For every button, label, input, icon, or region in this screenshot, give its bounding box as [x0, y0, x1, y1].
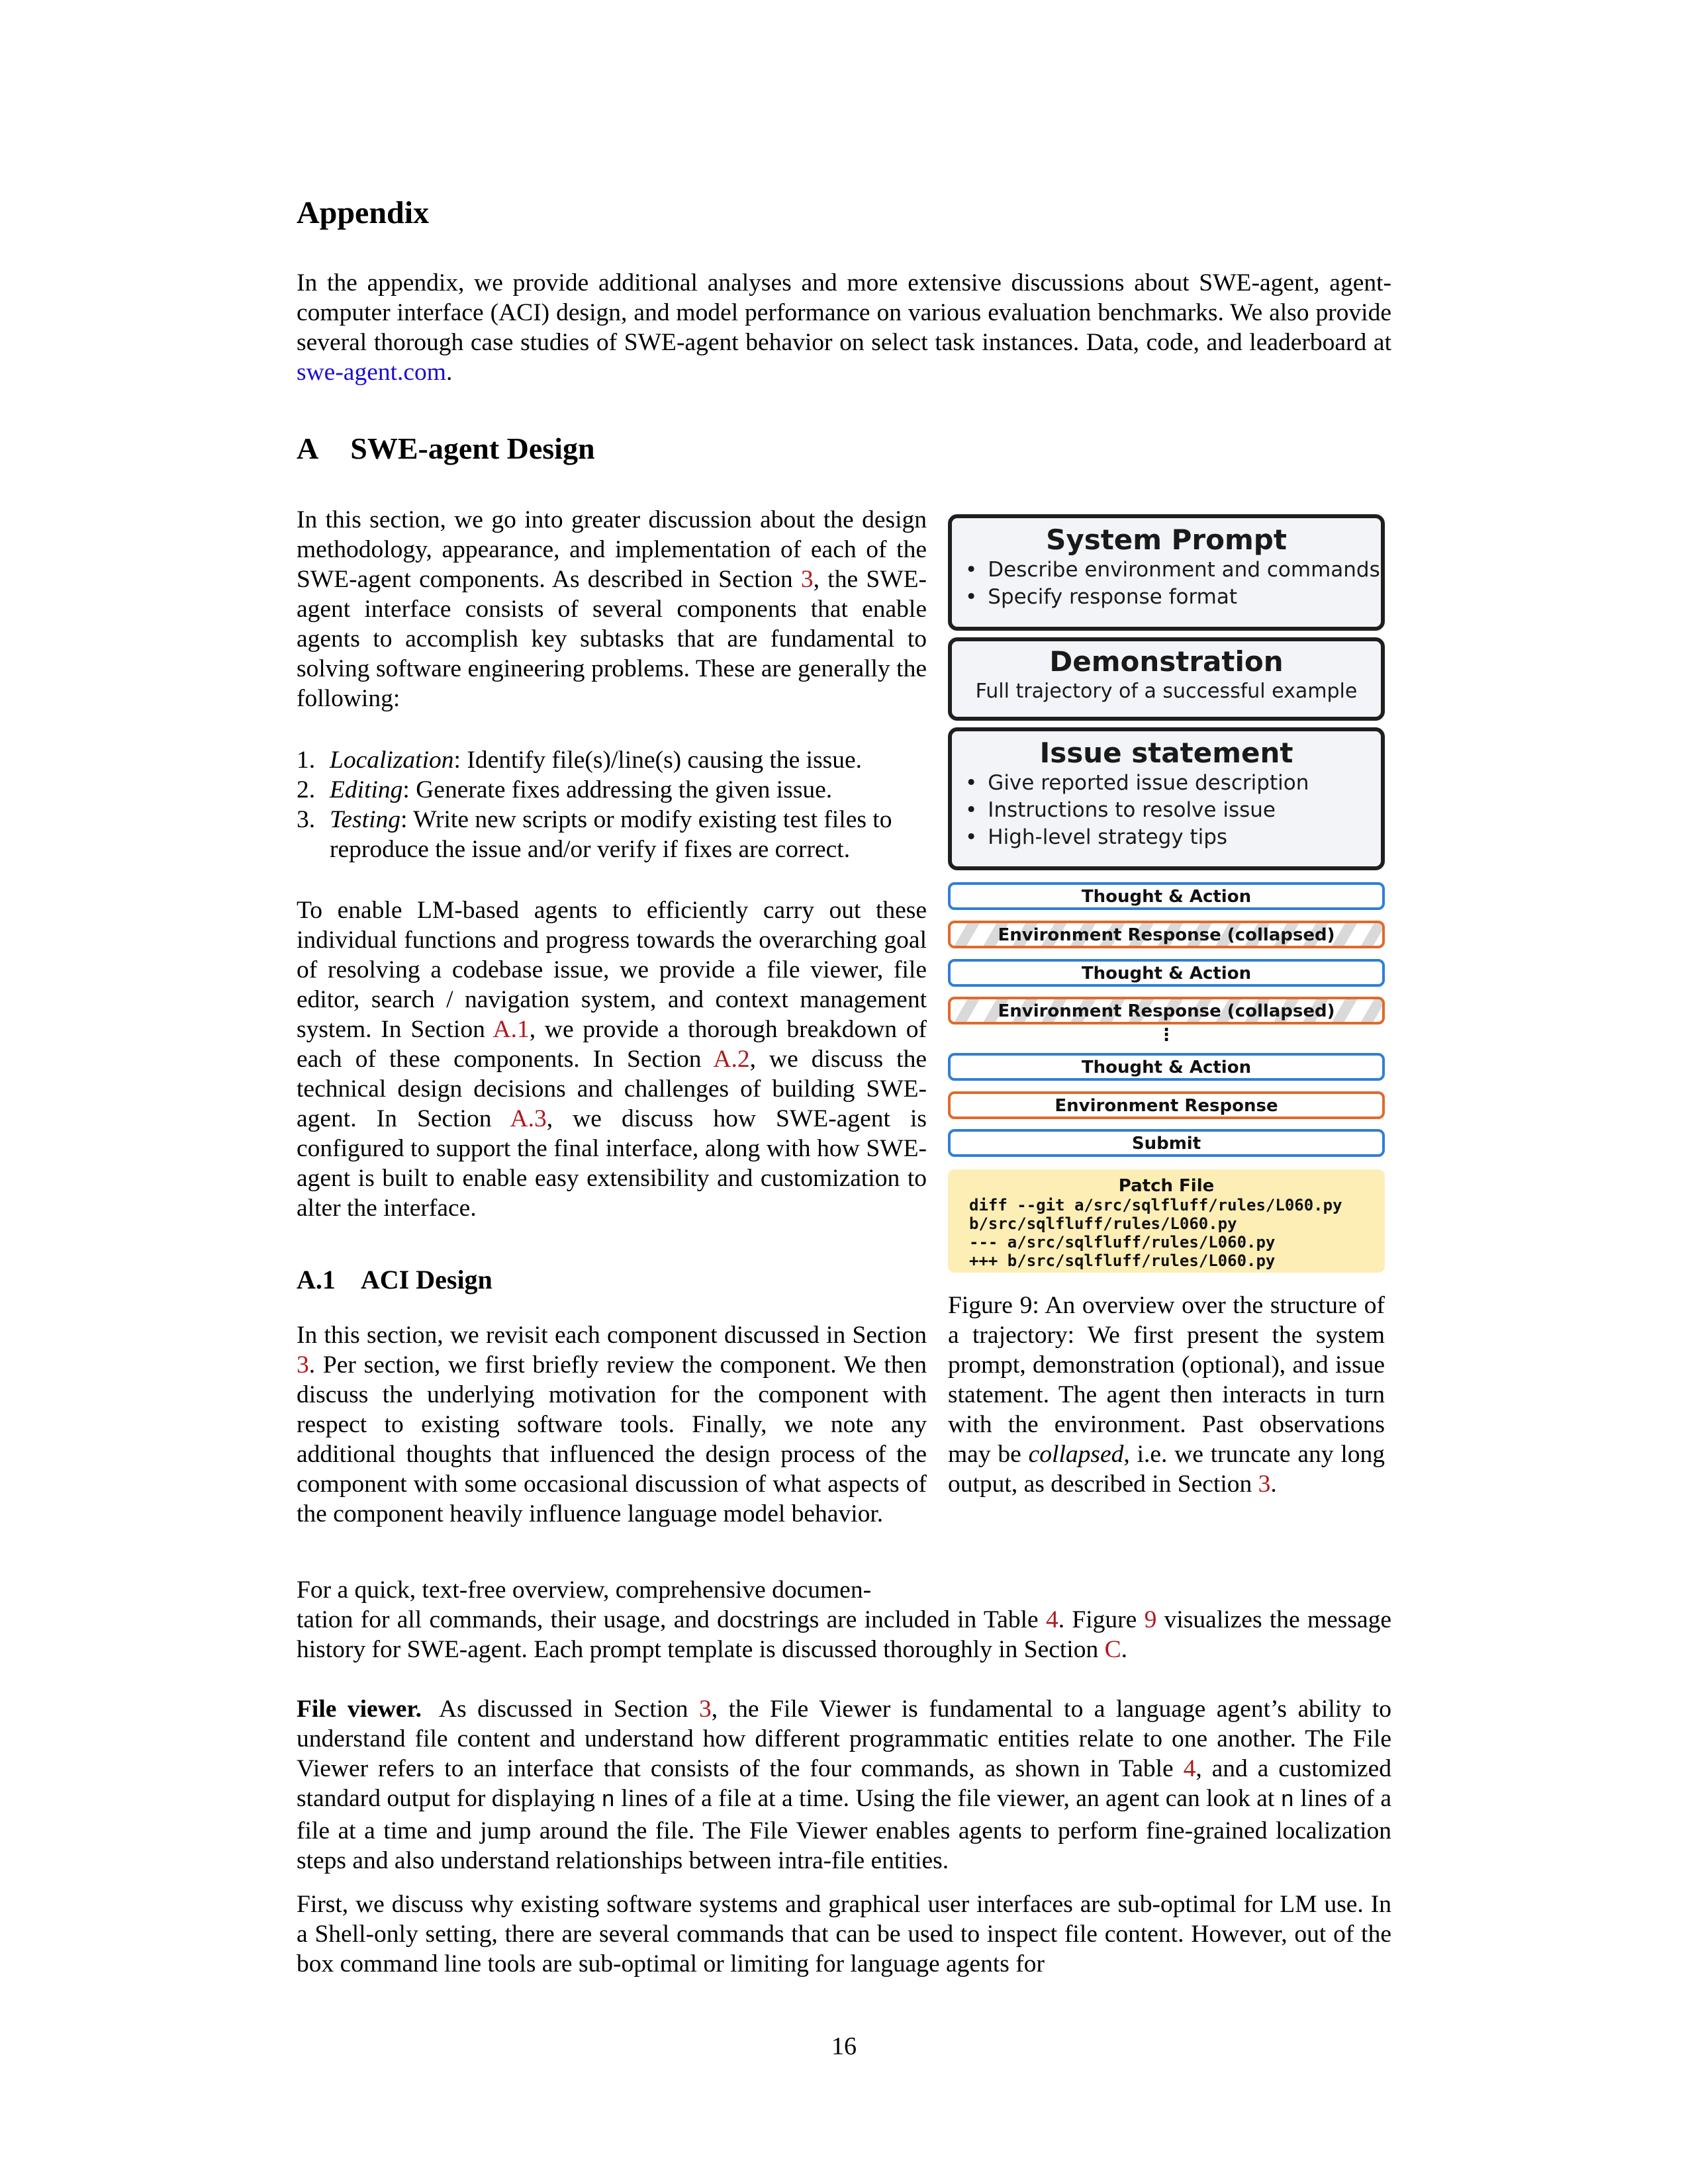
section-a1-heading [297, 1264, 492, 1295]
section-3-ref[interactable]: 3 [699, 1696, 712, 1723]
section-a1-number: A.1 [297, 1265, 336, 1295]
page-number: 16 [831, 2032, 857, 2060]
section-a1-para2-text3: visualizes the message history for SWE-agent. Each prompt template is discussed thoroughly in Section [297, 1606, 1391, 1663]
caption-emphasis: collapsed [1028, 1441, 1124, 1468]
file-viewer-text5: lines of a file at a time and jump around the file. The File Viewer enables agents to perform fine-grained localization steps and also understand relationships between intra-file entities. [297, 1785, 1391, 1874]
section-a1-para1-text2: . Per section, we first briefly review the component. We then discuss the underlying motivation for the component with respect to existing software tools. Finally, we note any additional thoughts that influenced the design process of the component with some occasional discussion of what aspects of the component heavily influence language model behavior. [297, 1351, 927, 1527]
section-a1-para1-text: In this section, we revisit each component discussed in Section [297, 1322, 927, 1349]
inline-code: n [601, 1788, 615, 1813]
env-response-step: Environment Response [948, 1091, 1385, 1119]
env-response-collapsed-step: Environment Response (collapsed) [948, 921, 1385, 948]
patch-line: --- a/src/sqlfluff/rules/L060.py [969, 1233, 1276, 1251]
section-a-para2-text: To enable LM-based agents to efficiently carry out these individual functions and progress towards the overarching goal of resolving a codebase issue, we provide a file viewer, file editor, search / navigation system, and context management system. In Section [297, 897, 927, 1043]
ellipsis-icon: ⋮ [1158, 1025, 1175, 1045]
section-a3-ref[interactable]: A.3 [510, 1105, 547, 1132]
section-a-para1-text: In this section, we go into greater discussion about the design methodology, appearance, and implementation of each of the SWE-agent components. As described in Section [297, 506, 927, 593]
patch-line: +++ b/src/sqlfluff/rules/L060.py [969, 1251, 1276, 1270]
list-item [297, 745, 932, 775]
section-a1-title: ACI Design [360, 1265, 492, 1295]
issue-statement-box [948, 727, 1385, 870]
inline-code: n [1280, 1788, 1295, 1813]
list-item: • High-level strategy tips [965, 824, 1381, 851]
section-a1-para1 [297, 1320, 927, 1529]
patch-line: b/src/sqlfluff/rules/L060.py [969, 1214, 1237, 1233]
file-viewer-text: As discussed in Section [439, 1696, 700, 1723]
list-text: : Identify file(s)/line(s) causing the issue. [453, 747, 863, 774]
swe-agent-link[interactable]: swe-agent.com [297, 359, 446, 386]
demonstration-title: Demonstration [1049, 645, 1284, 678]
appendix-intro [297, 268, 1391, 387]
section-a1-para2-line1: For a quick, text-free overview, comprehensive documen- [297, 1576, 872, 1604]
thought-action-step: Thought & Action [948, 1053, 1385, 1081]
list-number: 3. [297, 806, 316, 833]
list-item: • Give reported issue description [965, 770, 1381, 797]
list-text: : Write new scripts or modify existing test files to reproduce the issue and/or verify if fixes are correct. [330, 806, 892, 863]
thought-action-step: Thought & Action [948, 882, 1385, 910]
list-term: Localization [330, 747, 454, 774]
file-viewer-para [297, 1694, 1391, 1876]
caption-text: Figure 9: An overview over the structure of a trajectory: We first present the system prompt, demonstration (optional), and issue statement. The agent then interacts in turn with the environment. Past observations may be [948, 1292, 1385, 1468]
section-a-title: SWE-agent Design [350, 432, 595, 465]
section-a1-para2-text2: . Figure [1058, 1606, 1145, 1633]
list-item [297, 805, 932, 864]
list-item: • Instructions to resolve issue [965, 797, 1381, 824]
list-item: • Describe environment and commands [965, 557, 1381, 584]
section-3-ref[interactable]: 3 [800, 566, 814, 593]
section-a1-ref[interactable]: A.1 [492, 1016, 530, 1043]
section-3-ref[interactable]: 3 [1258, 1471, 1271, 1498]
caption-text3: . [1270, 1471, 1277, 1498]
system-prompt-title: System Prompt [1046, 523, 1287, 556]
section-a1-para2-text4: . [1121, 1636, 1127, 1663]
appendix-intro-text: In the appendix, we provide additional analyses and more extensive discussions about SWE-agent, agent-computer interface (ACI) design, and model performance on various evaluation benchmarks. We also provide several thorough case studies of SWE-agent behavior on select task instances. Data, code, and leaderboard at [297, 269, 1391, 356]
section-3-ref[interactable]: 3 [297, 1351, 309, 1379]
section-a-number: A [297, 432, 319, 465]
figure-9-caption [948, 1291, 1385, 1499]
file-viewer-para2: First, we discuss why existing software systems and graphical user interfaces are sub-optimal for LM use. In a Shell-only setting, there are several commands that can be used to inspect file content. However, out of the box command line tools are sub-optimal or limiting for language agents for [297, 1891, 1391, 1978]
section-a-para2-text3: , we discuss the technical design decisions and challenges of building SWE-agent. In Section [297, 1046, 927, 1132]
demonstration-subtitle: Full trajectory of a successful example [975, 680, 1358, 703]
section-a1-para2 [297, 1605, 1391, 1664]
env-response-collapsed-step: Environment Response (collapsed) [948, 997, 1385, 1024]
figure-9-ref[interactable]: 9 [1144, 1606, 1157, 1633]
file-viewer-text3: , and a customized standard output for displaying [297, 1755, 1392, 1812]
section-a-para1-text2: , the SWE-agent interface consists of several components that enable agents to accomplish key subtasks that are fundamental to solving software engineering problems. These are generally the following: [297, 566, 927, 712]
issue-statement-title: Issue statement [1039, 737, 1293, 769]
subtask-list [297, 745, 932, 864]
file-viewer-text2: , the File Viewer is fundamental to a language agent’s ability to understand file content and understand how different programmatic entities relate to one another. The File Viewer refers to an interface that consists of the four commands, as shown in Table [297, 1696, 1391, 1782]
section-c-ref[interactable]: C [1104, 1636, 1121, 1663]
section-a-para2 [297, 895, 927, 1223]
list-term: Editing [330, 776, 403, 803]
demonstration-box [948, 637, 1385, 721]
appendix-intro-end: . [445, 359, 453, 386]
section-a-heading [297, 431, 595, 466]
list-term: Testing [330, 806, 400, 833]
section-a-para1 [297, 505, 927, 713]
section-a-para2-text4: , we discuss how SWE-agent is configured to support the final interface, along with how SWE-agent is built to enable easy extensibility and customization to alter the interface. [297, 1105, 927, 1222]
appendix-title: Appendix [297, 195, 430, 230]
list-item: • Specify response format [965, 584, 1381, 611]
list-number: 2. [297, 776, 316, 803]
patch-line: diff --git a/src/sqlfluff/rules/L060.py [969, 1196, 1342, 1214]
list-text: : Generate fixes addressing the given issue. [402, 776, 833, 803]
issue-statement-list [952, 770, 1381, 851]
caption-text2: , i.e. we truncate any long output, as described in Section [948, 1441, 1385, 1498]
thought-action-step: Thought & Action [948, 959, 1385, 987]
list-item [297, 775, 932, 805]
patch-file-title: Patch File [1118, 1176, 1215, 1196]
list-number: 1. [297, 747, 316, 774]
section-a-para2-text2: , we provide a thorough breakdown of each of these components. In Section [297, 1016, 927, 1073]
submit-step: Submit [948, 1129, 1385, 1157]
patch-file-box [948, 1169, 1385, 1273]
system-prompt-list [952, 557, 1381, 611]
table-4-ref[interactable]: 4 [1183, 1755, 1196, 1782]
table-4-ref[interactable]: 4 [1045, 1606, 1058, 1633]
file-viewer-label: File viewer. [297, 1696, 422, 1723]
section-a2-ref[interactable]: A.2 [713, 1046, 750, 1073]
file-viewer-text4: lines of a file at a time. Using the file viewer, an agent can look at [614, 1785, 1281, 1812]
system-prompt-box [948, 514, 1385, 631]
section-a1-para2-text: tation for all commands, their usage, and docstrings are included in Table [297, 1606, 1046, 1633]
